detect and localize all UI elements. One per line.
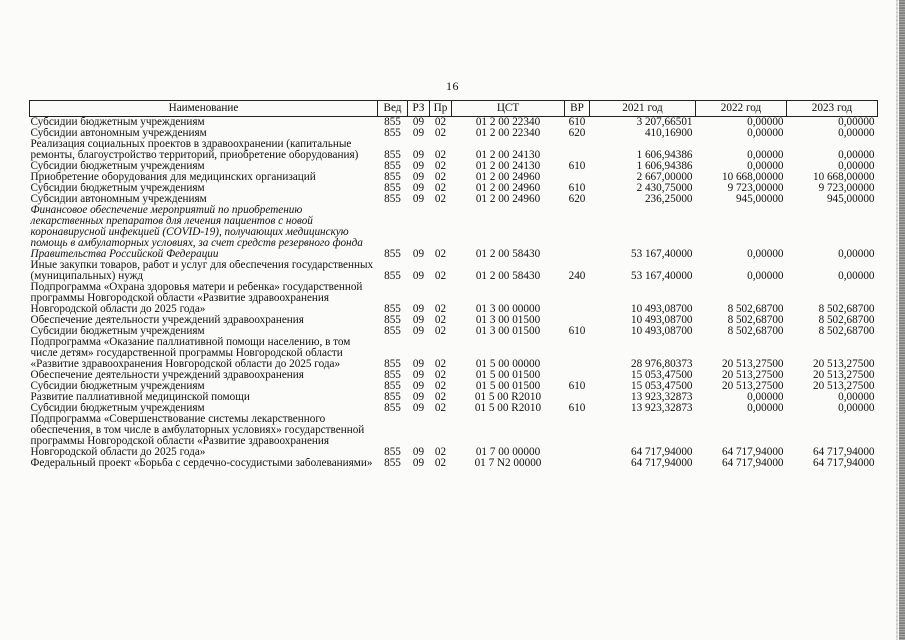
table-row — [30, 337, 878, 370]
row-ved: 855 — [384, 358, 401, 370]
table-row — [30, 117, 878, 129]
row-ved: 855 — [384, 116, 401, 128]
row-ved: 855 — [384, 326, 401, 337]
row-2022: 0,00000 — [747, 116, 784, 128]
row-cst: 01 5 00 R2010 — [474, 392, 542, 403]
row-2021: 64 717,94000 — [630, 446, 693, 458]
row-vr — [565, 458, 590, 469]
row-2021: 15 053,47500 — [630, 381, 693, 392]
row-rz: 09 — [412, 458, 425, 469]
row-name: Субсидии бюджетным учреждениям — [30, 381, 205, 392]
row-name: Субсидии автономным учреждениям — [30, 128, 207, 139]
row-2023: 945,00000 — [826, 194, 875, 205]
table-row — [30, 381, 878, 392]
row-cst: 01 5 00 R2010 — [474, 403, 542, 414]
row-cst: 01 2 00 24960 — [475, 183, 541, 194]
row-name: Развитие паллиативной медицинской помощи — [30, 392, 250, 403]
row-vr — [565, 172, 590, 183]
page-number: 16 — [446, 79, 459, 93]
row-vr — [565, 139, 590, 161]
row-cst: 01 2 00 22340 — [475, 128, 541, 139]
row-cst: 01 3 00 01500 — [475, 315, 541, 326]
table-row — [30, 315, 878, 326]
row-2021: 13 923,32873 — [630, 392, 693, 403]
row-rz: 09 — [412, 381, 425, 392]
row-cst: 01 7 00 00000 — [475, 446, 541, 458]
row-rz: 09 — [412, 358, 425, 370]
row-2021: 10 493,08700 — [630, 303, 693, 315]
row-2021: 15 053,47500 — [630, 370, 693, 381]
row-pr: 02 — [434, 116, 447, 128]
row-2022: 0,00000 — [747, 161, 784, 172]
row-2023: 64 717,94000 — [812, 446, 875, 458]
row-pr: 02 — [434, 446, 447, 458]
row-pr: 02 — [434, 172, 447, 183]
table-row — [30, 403, 878, 414]
row-pr: 02 — [434, 183, 447, 194]
row-cst: 01 7 N2 00000 — [474, 458, 542, 469]
row-name: Приобретение оборудования для медицинских организаций — [30, 172, 316, 183]
row-cst: 01 2 00 24960 — [475, 194, 541, 205]
row-2021: 2 430,75000 — [636, 183, 693, 194]
table-row — [30, 128, 878, 139]
row-2023: 20 513,27500 — [812, 381, 875, 392]
row-2022: 10 668,00000 — [721, 172, 784, 183]
row-pr: 02 — [434, 128, 447, 139]
row-rz: 09 — [412, 326, 425, 337]
row-2022: 20 513,27500 — [721, 370, 784, 381]
row-name: Подпрограмма «Совершенствование системы лекарственного обеспечения, в том числе в амбулаторных условиях» государственной программы Новгородской области «Развитие здравоохранения Новгородской области до 2025 года» — [30, 414, 365, 458]
header-rz: РЗ — [408, 101, 430, 117]
table-row — [30, 205, 878, 260]
table-body — [30, 117, 878, 470]
row-ved: 855 — [384, 403, 401, 414]
row-vr: 240 — [568, 270, 586, 282]
row-vr: 610 — [568, 116, 586, 128]
row-name: Субсидии автономным учреждениям — [30, 194, 207, 205]
row-rz: 09 — [412, 270, 425, 282]
row-2023: 8 502,68700 — [818, 315, 875, 326]
row-vr: 610 — [568, 183, 586, 194]
header-cst: ЦСТ — [452, 101, 565, 117]
row-rz: 09 — [412, 392, 425, 403]
row-vr — [565, 370, 590, 381]
row-pr: 02 — [434, 161, 447, 172]
row-rz: 09 — [412, 370, 425, 381]
table-row — [30, 161, 878, 172]
row-cst: 01 2 00 24130 — [475, 161, 541, 172]
row-2021: 1 606,94386 — [636, 149, 693, 161]
row-cst: 01 2 00 22340 — [475, 116, 541, 128]
row-2022: 20 513,27500 — [721, 358, 784, 370]
table-row — [30, 139, 878, 161]
row-rz: 09 — [412, 183, 425, 194]
row-2021: 53 167,40000 — [630, 248, 693, 260]
row-2022: 20 513,27500 — [721, 381, 784, 392]
row-2022: 0,00000 — [747, 270, 784, 282]
row-2022: 8 502,68700 — [727, 326, 784, 337]
table-row — [30, 282, 878, 315]
row-vr — [565, 315, 590, 326]
row-pr: 02 — [434, 381, 447, 392]
row-name: Финансовое обеспечение мероприятий по приобретению лекарственных препаратов для лечения пациентов с новой коронавирусной инфекцией (COVID-19), получающих медицинскую помощь в амбулаторных условиях, за счет средств резервного фонда Правительства Российской Федерации — [30, 205, 363, 260]
row-2023: 0,00000 — [838, 128, 875, 139]
row-pr: 02 — [434, 270, 447, 282]
header-2023: 2023 год — [787, 101, 878, 117]
row-ved: 855 — [384, 458, 401, 469]
row-ved: 855 — [384, 270, 401, 282]
row-2023: 20 513,27500 — [812, 370, 875, 381]
row-name: Субсидии бюджетным учреждениям — [30, 116, 205, 128]
row-ved: 855 — [384, 149, 401, 161]
row-2021: 1 606,94386 — [636, 161, 693, 172]
row-vr: 620 — [568, 128, 586, 139]
row-ved: 855 — [384, 446, 401, 458]
row-2021: 10 493,08700 — [630, 315, 693, 326]
table-row — [30, 458, 878, 469]
row-2023: 0,00000 — [838, 116, 875, 128]
row-rz: 09 — [412, 315, 425, 326]
row-name: Субсидии бюджетным учреждениям — [30, 326, 205, 337]
row-ved: 855 — [384, 194, 401, 205]
row-vr — [565, 414, 590, 458]
row-rz: 09 — [412, 161, 425, 172]
row-cst: 01 5 00 01500 — [475, 370, 541, 381]
table-row — [30, 172, 878, 183]
row-2022: 8 502,68700 — [727, 303, 784, 315]
table-row — [30, 183, 878, 194]
row-cst: 01 2 00 58430 — [475, 248, 541, 260]
row-2021: 2 667,00000 — [636, 172, 693, 183]
row-name: Подпрограмма «Оказание паллиативной помощи населению, в том числе детям» государственной программы Новгородской области «Развитие здравоохранения Новгородской области до 2025 года» — [30, 337, 351, 370]
row-rz: 09 — [412, 248, 425, 260]
row-cst: 01 2 00 24960 — [475, 172, 541, 183]
row-vr — [565, 282, 590, 315]
row-rz: 09 — [412, 194, 425, 205]
row-2023: 0,00000 — [838, 270, 875, 282]
header-ved: Вед — [378, 101, 408, 117]
row-vr: 610 — [568, 403, 586, 414]
row-pr: 02 — [434, 458, 447, 469]
row-name: Субсидии бюджетным учреждениям — [30, 183, 205, 194]
row-rz: 09 — [412, 149, 425, 161]
row-2022: 0,00000 — [747, 403, 784, 414]
row-vr — [565, 392, 590, 403]
row-2022: 9 723,00000 — [727, 183, 784, 194]
table-row — [30, 260, 878, 282]
row-2021: 3 207,66501 — [636, 116, 693, 128]
row-pr: 02 — [434, 403, 447, 414]
row-name: Субсидии бюджетным учреждениям — [30, 161, 205, 172]
row-rz: 09 — [412, 403, 425, 414]
row-ved: 855 — [384, 161, 401, 172]
row-2022: 0,00000 — [747, 149, 784, 161]
row-cst: 01 5 00 00000 — [475, 358, 541, 370]
row-name: Иные закупки товаров, работ и услуг для обеспечения государственных (муниципальных) нужд — [30, 260, 374, 282]
row-pr: 02 — [434, 149, 447, 161]
row-pr: 02 — [434, 358, 447, 370]
row-vr: 610 — [568, 161, 586, 172]
header-pr: Пр — [430, 101, 452, 117]
table-header-row — [30, 101, 878, 117]
row-2023: 0,00000 — [838, 403, 875, 414]
row-rz: 09 — [412, 172, 425, 183]
table-row — [30, 194, 878, 205]
scan-edge-secondary — [896, 0, 898, 640]
row-2022: 0,00000 — [747, 392, 784, 403]
row-cst: 01 3 00 00000 — [475, 303, 541, 315]
row-pr: 02 — [434, 315, 447, 326]
row-2021: 236,25000 — [644, 194, 693, 205]
row-2023: 0,00000 — [838, 149, 875, 161]
row-2023: 10 668,00000 — [812, 172, 875, 183]
row-2021: 10 493,08700 — [630, 326, 693, 337]
row-2021: 64 717,94000 — [630, 458, 693, 469]
row-2023: 0,00000 — [838, 248, 875, 260]
row-2023: 20 513,27500 — [812, 358, 875, 370]
row-2023: 64 717,94000 — [812, 458, 875, 469]
row-2023: 0,00000 — [838, 392, 875, 403]
header-2022: 2022 год — [696, 101, 787, 117]
header-name: Наименование — [30, 101, 378, 117]
table-row — [30, 392, 878, 403]
row-2023: 8 502,68700 — [818, 326, 875, 337]
table-row — [30, 414, 878, 458]
row-name: Субсидии бюджетным учреждениям — [30, 403, 205, 414]
row-pr: 02 — [434, 194, 447, 205]
row-2022: 945,00000 — [735, 194, 784, 205]
row-vr — [565, 205, 590, 260]
row-pr: 02 — [434, 326, 447, 337]
row-ved: 855 — [384, 248, 401, 260]
row-cst: 01 5 00 01500 — [475, 381, 541, 392]
row-ved: 855 — [384, 392, 401, 403]
row-pr: 02 — [434, 370, 447, 381]
row-pr: 02 — [434, 248, 447, 260]
row-ved: 855 — [384, 128, 401, 139]
row-2023: 9 723,00000 — [818, 183, 875, 194]
row-2022: 64 717,94000 — [721, 446, 784, 458]
row-ved: 855 — [384, 183, 401, 194]
row-2023: 8 502,68700 — [818, 303, 875, 315]
row-2022: 0,00000 — [747, 248, 784, 260]
row-name: Федеральный проект «Борьба с сердечно-сосудистыми заболеваниями» — [30, 458, 373, 469]
row-name: Обеспечение деятельности учреждений здравоохранения — [30, 315, 304, 326]
row-2022: 8 502,68700 — [727, 315, 784, 326]
scan-edge — [899, 0, 905, 640]
row-ved: 855 — [384, 315, 401, 326]
header-vr: ВР — [565, 101, 590, 117]
budget-table — [29, 100, 878, 469]
row-2022: 0,00000 — [747, 128, 784, 139]
row-2021: 53 167,40000 — [630, 270, 693, 282]
row-2023: 0,00000 — [838, 161, 875, 172]
row-cst: 01 2 00 58430 — [475, 270, 541, 282]
row-rz: 09 — [412, 128, 425, 139]
row-vr — [565, 337, 590, 370]
row-2022: 64 717,94000 — [721, 458, 784, 469]
row-rz: 09 — [412, 446, 425, 458]
row-rz: 09 — [412, 116, 425, 128]
row-pr: 02 — [434, 303, 447, 315]
row-vr: 610 — [568, 381, 586, 392]
row-cst: 01 3 00 01500 — [475, 326, 541, 337]
row-2021: 28 976,80373 — [630, 358, 693, 370]
row-vr: 620 — [568, 194, 586, 205]
row-ved: 855 — [384, 370, 401, 381]
row-ved: 855 — [384, 381, 401, 392]
row-vr: 610 — [568, 326, 586, 337]
row-name: Подпрограмма «Охрана здоровья матери и ребенка» государственной программы Новгородской области «Развитие здравоохранения Новгородской области до 2025 года» — [30, 282, 363, 315]
table-row — [30, 370, 878, 381]
row-name: Обеспечение деятельности учреждений здравоохранения — [30, 370, 304, 381]
row-rz: 09 — [412, 303, 425, 315]
row-2021: 13 923,32873 — [630, 403, 693, 414]
row-ved: 855 — [384, 172, 401, 183]
row-ved: 855 — [384, 303, 401, 315]
row-2021: 410,16900 — [644, 128, 693, 139]
header-2021: 2021 год — [590, 101, 696, 117]
row-pr: 02 — [434, 392, 447, 403]
row-name: Реализация социальных проектов в здравоохранении (капитальные ремонты, благоустройство территорий, приобретение оборудования) — [30, 139, 359, 161]
table-row — [30, 326, 878, 337]
row-cst: 01 2 00 24130 — [475, 149, 541, 161]
